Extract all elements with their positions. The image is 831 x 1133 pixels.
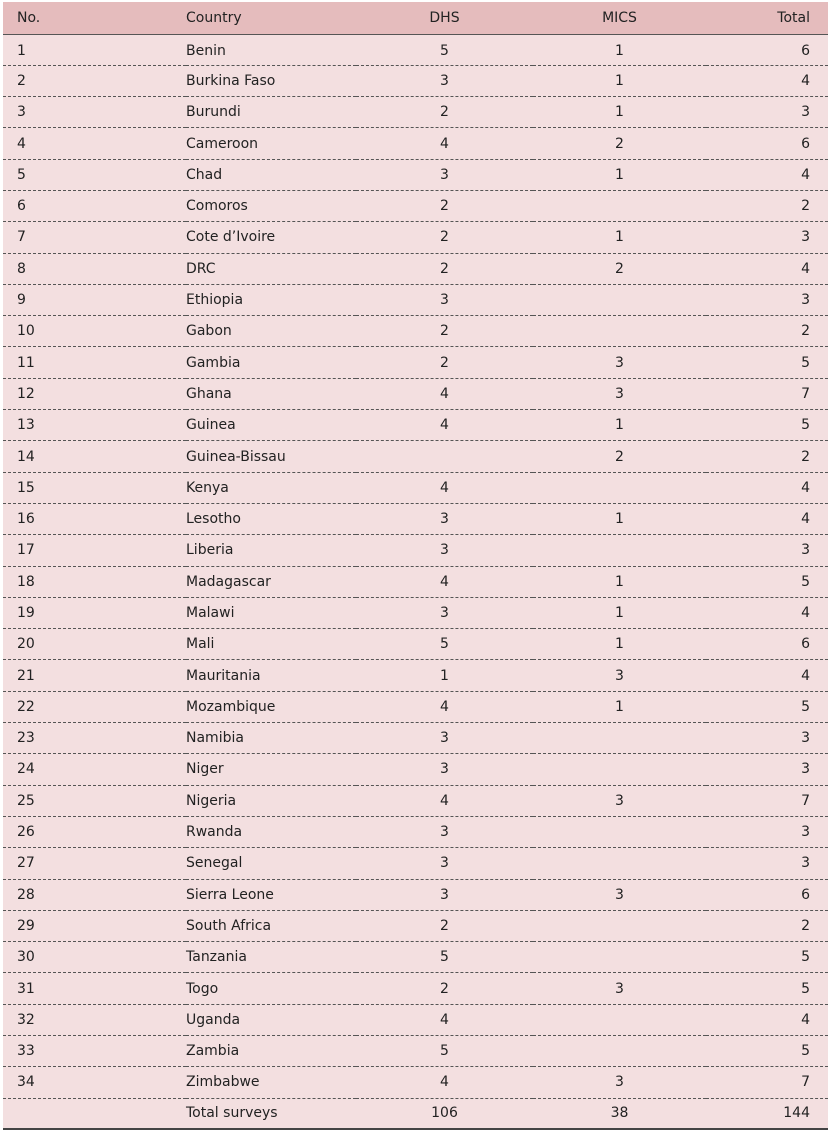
- row-country-cell: Ethiopia: [186, 284, 356, 315]
- row-dhs-cell: 1: [356, 660, 533, 691]
- row-dhs-cell: 3: [356, 754, 533, 785]
- row-country-cell: Gambia: [186, 347, 356, 378]
- row-total-cell: 5: [706, 410, 828, 441]
- row-mics-cell: 3: [533, 1067, 706, 1098]
- row-total-cell: 3: [706, 754, 828, 785]
- row-country-cell: Nigeria: [186, 785, 356, 816]
- table-row: [3, 378, 828, 409]
- row-dhs-cell: 2: [356, 190, 533, 221]
- row-country-cell: Zimbabwe: [186, 1067, 356, 1098]
- row-country-cell: Madagascar: [186, 566, 356, 597]
- row-dhs-cell: 2: [356, 973, 533, 1004]
- row-no-cell: 8: [3, 253, 186, 284]
- row-dhs-cell: 3: [356, 723, 533, 754]
- row-mics-cell: 3: [533, 378, 706, 409]
- row-dhs-cell: 3: [356, 848, 533, 879]
- row-country-cell: Cameroon: [186, 128, 356, 159]
- table-row: [3, 410, 828, 441]
- total-mics-cell: 38: [533, 1098, 706, 1129]
- row-total-cell: 4: [706, 253, 828, 284]
- table-row: [3, 785, 828, 816]
- row-no-cell: 33: [3, 1036, 186, 1067]
- table-row: [3, 347, 828, 378]
- row-country-cell: Senegal: [186, 848, 356, 879]
- header-country: Country: [186, 2, 356, 34]
- row-mics-cell: 1: [533, 691, 706, 722]
- row-country-cell: Burkina Faso: [186, 65, 356, 96]
- table-row: [3, 284, 828, 315]
- row-total-cell: 3: [706, 723, 828, 754]
- table-row: [3, 660, 828, 691]
- row-total-cell: 6: [706, 34, 828, 65]
- table-row: [3, 222, 828, 253]
- header-dhs: DHS: [356, 2, 533, 34]
- table-row: [3, 597, 828, 628]
- table-row: [3, 253, 828, 284]
- row-total-cell: 5: [706, 973, 828, 1004]
- row-country-cell: South Africa: [186, 910, 356, 941]
- table-row: [3, 128, 828, 159]
- row-country-cell: Liberia: [186, 535, 356, 566]
- row-mics-cell: [533, 942, 706, 973]
- row-country-cell: Guinea: [186, 410, 356, 441]
- row-mics-cell: 1: [533, 97, 706, 128]
- row-country-cell: Rwanda: [186, 816, 356, 847]
- row-mics-cell: 3: [533, 879, 706, 910]
- row-total-cell: 3: [706, 816, 828, 847]
- row-no-cell: 9: [3, 284, 186, 315]
- row-country-cell: Niger: [186, 754, 356, 785]
- row-dhs-cell: 3: [356, 816, 533, 847]
- row-country-cell: Burundi: [186, 97, 356, 128]
- table-row: [3, 691, 828, 722]
- row-no-cell: 14: [3, 441, 186, 472]
- row-mics-cell: [533, 1036, 706, 1067]
- row-country-cell: Kenya: [186, 472, 356, 503]
- row-mics-cell: [533, 1004, 706, 1035]
- row-mics-cell: 1: [533, 503, 706, 534]
- table-row: [3, 503, 828, 534]
- total-label-cell: Total surveys: [186, 1098, 356, 1129]
- row-total-cell: 5: [706, 347, 828, 378]
- row-mics-cell: 1: [533, 629, 706, 660]
- row-total-cell: 4: [706, 1004, 828, 1035]
- row-mics-cell: 1: [533, 222, 706, 253]
- table-row: [3, 34, 828, 65]
- row-no-cell: 5: [3, 159, 186, 190]
- row-no-cell: 28: [3, 879, 186, 910]
- row-country-cell: Namibia: [186, 723, 356, 754]
- row-total-cell: 5: [706, 566, 828, 597]
- row-total-cell: 5: [706, 691, 828, 722]
- row-total-cell: 4: [706, 472, 828, 503]
- table-row: [3, 1067, 828, 1098]
- row-dhs-cell: 4: [356, 785, 533, 816]
- row-no-cell: 32: [3, 1004, 186, 1035]
- row-total-cell: 7: [706, 1067, 828, 1098]
- row-no-cell: 23: [3, 723, 186, 754]
- row-total-cell: 6: [706, 879, 828, 910]
- table-row: [3, 441, 828, 472]
- row-total-cell: 3: [706, 222, 828, 253]
- header-no: No.: [3, 2, 186, 34]
- row-dhs-cell: 5: [356, 1036, 533, 1067]
- table-row: [3, 1004, 828, 1035]
- row-dhs-cell: 5: [356, 34, 533, 65]
- row-dhs-cell: 4: [356, 691, 533, 722]
- total-dhs-cell: 106: [356, 1098, 533, 1129]
- row-total-cell: 4: [706, 503, 828, 534]
- header-mics: MICS: [533, 2, 706, 34]
- row-dhs-cell: 2: [356, 347, 533, 378]
- table-row: [3, 910, 828, 941]
- row-total-cell: 2: [706, 190, 828, 221]
- row-no-cell: 26: [3, 816, 186, 847]
- row-no-cell: 11: [3, 347, 186, 378]
- row-mics-cell: [533, 284, 706, 315]
- row-no-cell: 22: [3, 691, 186, 722]
- row-total-cell: 4: [706, 660, 828, 691]
- table-row: [3, 65, 828, 96]
- row-dhs-cell: 2: [356, 316, 533, 347]
- table-row: [3, 316, 828, 347]
- row-dhs-cell: 2: [356, 253, 533, 284]
- row-mics-cell: 2: [533, 441, 706, 472]
- row-no-cell: 3: [3, 97, 186, 128]
- row-mics-cell: 2: [533, 128, 706, 159]
- row-total-cell: 5: [706, 942, 828, 973]
- row-country-cell: Gabon: [186, 316, 356, 347]
- row-dhs-cell: 3: [356, 597, 533, 628]
- row-no-cell: 25: [3, 785, 186, 816]
- row-mics-cell: 3: [533, 973, 706, 1004]
- row-no-cell: 10: [3, 316, 186, 347]
- survey-table: [3, 2, 828, 1130]
- row-country-cell: Benin: [186, 34, 356, 65]
- row-no-cell: 20: [3, 629, 186, 660]
- table-row: [3, 848, 828, 879]
- row-total-cell: 7: [706, 378, 828, 409]
- row-mics-cell: [533, 316, 706, 347]
- row-dhs-cell: 5: [356, 942, 533, 973]
- row-no-cell: 15: [3, 472, 186, 503]
- row-total-cell: 3: [706, 284, 828, 315]
- row-no-cell: 1: [3, 34, 186, 65]
- row-country-cell: DRC: [186, 253, 356, 284]
- row-total-cell: 2: [706, 441, 828, 472]
- row-total-cell: 6: [706, 629, 828, 660]
- row-mics-cell: 1: [533, 597, 706, 628]
- row-dhs-cell: 3: [356, 284, 533, 315]
- row-no-cell: 30: [3, 942, 186, 973]
- row-mics-cell: 3: [533, 347, 706, 378]
- row-country-cell: Mali: [186, 629, 356, 660]
- row-dhs-cell: 2: [356, 222, 533, 253]
- row-dhs-cell: 3: [356, 879, 533, 910]
- table-row: [3, 159, 828, 190]
- row-no-cell: 17: [3, 535, 186, 566]
- row-dhs-cell: 2: [356, 910, 533, 941]
- row-dhs-cell: 4: [356, 1067, 533, 1098]
- total-row: [3, 1098, 828, 1129]
- row-no-cell: 18: [3, 566, 186, 597]
- row-mics-cell: 1: [533, 566, 706, 597]
- row-no-cell: 19: [3, 597, 186, 628]
- row-dhs-cell: 4: [356, 566, 533, 597]
- row-mics-cell: 1: [533, 34, 706, 65]
- row-country-cell: Ghana: [186, 378, 356, 409]
- row-mics-cell: 1: [533, 159, 706, 190]
- row-total-cell: 3: [706, 535, 828, 566]
- row-total-cell: 4: [706, 597, 828, 628]
- row-no-cell: 21: [3, 660, 186, 691]
- table-row: [3, 629, 828, 660]
- row-country-cell: Malawi: [186, 597, 356, 628]
- table-row: [3, 535, 828, 566]
- row-total-cell: 7: [706, 785, 828, 816]
- row-dhs-cell: 4: [356, 128, 533, 159]
- row-country-cell: Chad: [186, 159, 356, 190]
- table-row: [3, 472, 828, 503]
- row-no-cell: 34: [3, 1067, 186, 1098]
- row-mics-cell: 1: [533, 410, 706, 441]
- row-country-cell: Togo: [186, 973, 356, 1004]
- row-total-cell: 3: [706, 848, 828, 879]
- table-row: [3, 723, 828, 754]
- table-header: [3, 2, 828, 34]
- survey-table-container: [3, 2, 828, 1130]
- row-total-cell: 4: [706, 65, 828, 96]
- table-row: [3, 566, 828, 597]
- header-total: Total: [706, 2, 828, 34]
- row-no-cell: 2: [3, 65, 186, 96]
- table-row: [3, 754, 828, 785]
- row-total-cell: 2: [706, 910, 828, 941]
- row-dhs-cell: [356, 441, 533, 472]
- row-mics-cell: 2: [533, 253, 706, 284]
- row-total-cell: 5: [706, 1036, 828, 1067]
- total-total-cell: 144: [706, 1098, 828, 1129]
- row-dhs-cell: 3: [356, 65, 533, 96]
- row-country-cell: Tanzania: [186, 942, 356, 973]
- row-mics-cell: 3: [533, 660, 706, 691]
- row-mics-cell: [533, 910, 706, 941]
- row-dhs-cell: 3: [356, 535, 533, 566]
- table-row: [3, 190, 828, 221]
- row-country-cell: Mauritania: [186, 660, 356, 691]
- header-row: [3, 2, 828, 34]
- table-row: [3, 942, 828, 973]
- row-mics-cell: 1: [533, 65, 706, 96]
- row-no-cell: 29: [3, 910, 186, 941]
- row-mics-cell: [533, 723, 706, 754]
- row-country-cell: Sierra Leone: [186, 879, 356, 910]
- row-no-cell: 16: [3, 503, 186, 534]
- row-no-cell: 13: [3, 410, 186, 441]
- row-country-cell: Guinea-Bissau: [186, 441, 356, 472]
- row-dhs-cell: 4: [356, 472, 533, 503]
- row-no-cell: 12: [3, 378, 186, 409]
- row-total-cell: 3: [706, 97, 828, 128]
- row-mics-cell: [533, 190, 706, 221]
- row-dhs-cell: 4: [356, 1004, 533, 1035]
- row-mics-cell: [533, 754, 706, 785]
- row-mics-cell: 3: [533, 785, 706, 816]
- row-country-cell: Cote d’Ivoire: [186, 222, 356, 253]
- table-body: [3, 34, 828, 1129]
- row-country-cell: Mozambique: [186, 691, 356, 722]
- row-total-cell: 4: [706, 159, 828, 190]
- row-no-cell: 6: [3, 190, 186, 221]
- total-no-cell: [3, 1098, 186, 1129]
- row-mics-cell: [533, 848, 706, 879]
- row-no-cell: 4: [3, 128, 186, 159]
- row-country-cell: Uganda: [186, 1004, 356, 1035]
- table-row: [3, 973, 828, 1004]
- row-mics-cell: [533, 535, 706, 566]
- row-no-cell: 7: [3, 222, 186, 253]
- row-no-cell: 31: [3, 973, 186, 1004]
- row-country-cell: Zambia: [186, 1036, 356, 1067]
- row-mics-cell: [533, 472, 706, 503]
- row-country-cell: Comoros: [186, 190, 356, 221]
- row-mics-cell: [533, 816, 706, 847]
- row-dhs-cell: 3: [356, 159, 533, 190]
- row-dhs-cell: 2: [356, 97, 533, 128]
- table-row: [3, 97, 828, 128]
- row-no-cell: 27: [3, 848, 186, 879]
- row-dhs-cell: 4: [356, 378, 533, 409]
- table-row: [3, 1036, 828, 1067]
- row-dhs-cell: 4: [356, 410, 533, 441]
- table-row: [3, 816, 828, 847]
- row-country-cell: Lesotho: [186, 503, 356, 534]
- row-total-cell: 2: [706, 316, 828, 347]
- row-no-cell: 24: [3, 754, 186, 785]
- row-dhs-cell: 3: [356, 503, 533, 534]
- row-total-cell: 6: [706, 128, 828, 159]
- table-row: [3, 879, 828, 910]
- row-dhs-cell: 5: [356, 629, 533, 660]
